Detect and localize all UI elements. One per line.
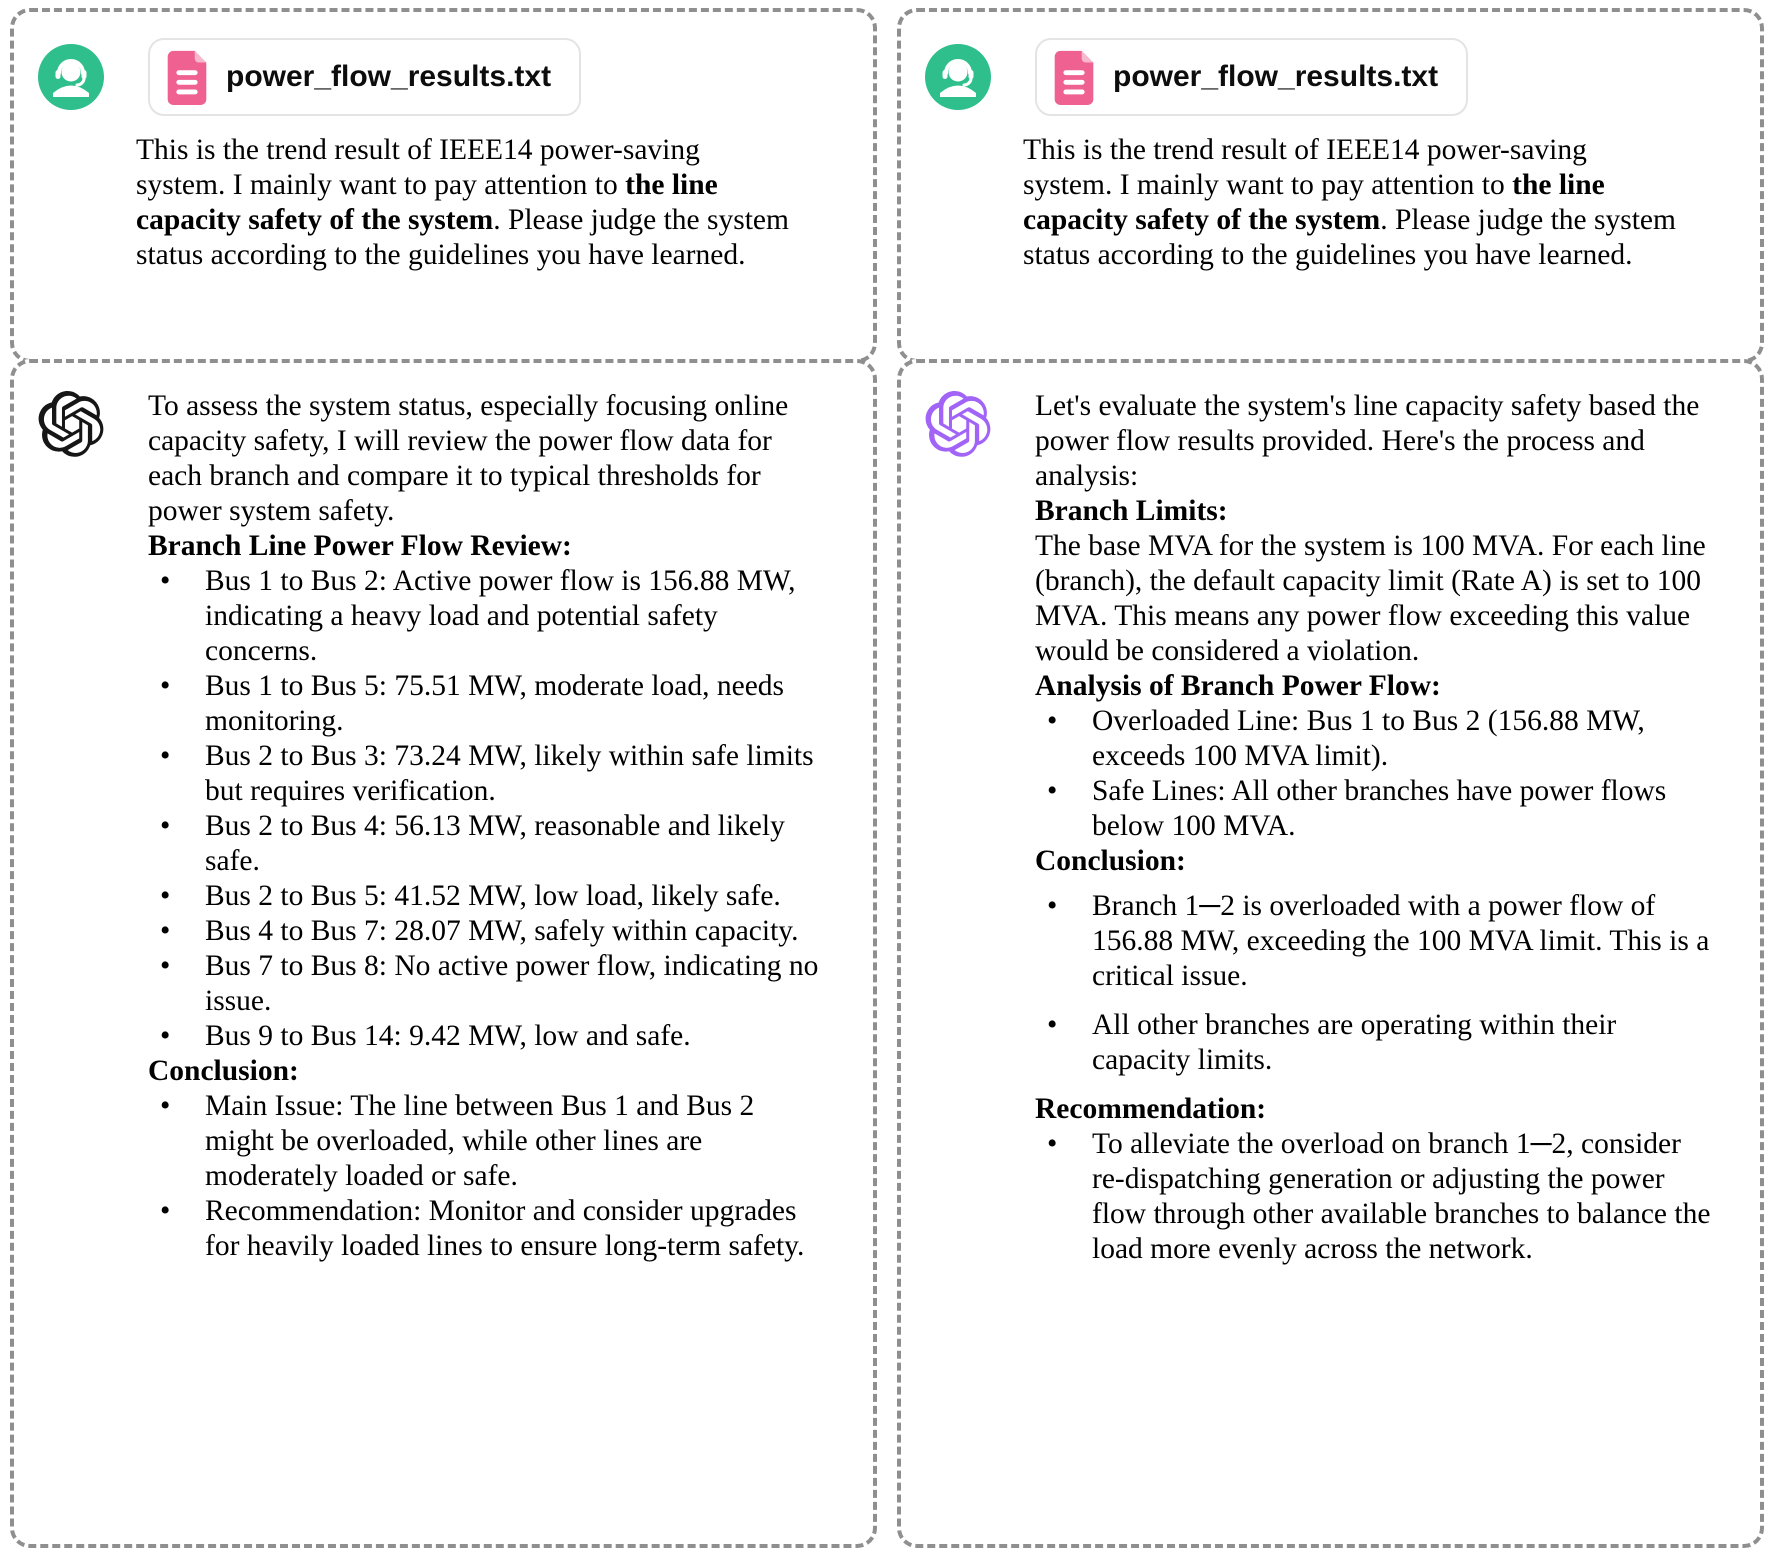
user-message-segment: This is the trend result of IEEE14 power-saving system. I mainly want to pay attention to (1023, 134, 1587, 201)
document-icon (164, 49, 210, 105)
paragraph: The base MVA for the system is 100 MVA. For each line (branch), the default capacity limit (Rate A) is set to 100 MVA. This means any power flow exceeding this value would be considered a violation. (1035, 530, 1706, 667)
bullet-item: • Bus 9 to Bus 14: 9.42 MW, low and safe. (148, 1019, 829, 1054)
user-message-segment: This is the trend result of IEEE14 power-saving system. I mainly want to pay attention to (136, 134, 700, 201)
section-heading: Recommendation: (1035, 1093, 1267, 1125)
bullet-item: • Safe Lines: All other branches have power flows below 100 MVA. (1035, 774, 1716, 844)
openai-logo-icon (38, 391, 104, 457)
assistant-message-body (148, 389, 829, 1264)
bullet-list (1035, 704, 1716, 844)
attachment-chip[interactable] (148, 38, 581, 116)
section-heading: Conclusion: (148, 1055, 299, 1087)
bullet-item: • Bus 2 to Bus 4: 56.13 MW, reasonable and likely safe. (148, 809, 829, 879)
section-heading: Conclusion: (1035, 845, 1186, 877)
panel-right (897, 8, 1764, 1548)
bullet-list (1035, 1127, 1716, 1267)
openai-logo-icon (925, 391, 991, 457)
user-row (38, 38, 829, 116)
user-message-text (1023, 133, 1678, 273)
section-heading: Analysis of Branch Power Flow: (1035, 670, 1441, 702)
assistant-row (38, 389, 829, 1264)
assistant-message-box-right (897, 359, 1764, 1548)
user-row (925, 38, 1716, 116)
bullet-item: • All other branches are operating within their capacity limits. (1035, 1008, 1716, 1078)
user-avatar (38, 44, 104, 110)
attachment-filename: power_flow_results.txt (226, 60, 552, 93)
user-message-bold-segment: the line capacity safety of the system (136, 169, 718, 236)
user-message-box-right (897, 8, 1764, 363)
bullet-list (1035, 889, 1716, 1078)
user-message-bold-segment: the line capacity safety of the system (1023, 169, 1605, 236)
user-message-text (136, 133, 791, 273)
user-message-box-left (10, 8, 877, 363)
user-message-segment: . Please judge the system status according to the guidelines you have learned. (136, 204, 789, 271)
user-message-segment: . Please judge the system status according to the guidelines you have learned. (1023, 204, 1676, 271)
section-heading: Branch Limits: (1035, 495, 1228, 527)
bullet-item: • Bus 2 to Bus 3: 73.24 MW, likely within safe limits but requires verification. (148, 739, 829, 809)
bullet-list (148, 564, 829, 1054)
bullet-item: • Bus 1 to Bus 2: Active power flow is 156.88 MW, indicating a heavy load and potential safety concerns. (148, 564, 829, 669)
bullet-item: • Recommendation: Monitor and consider upgrades for heavily loaded lines to ensure long-term safety. (148, 1194, 829, 1264)
assistant-message-body (1035, 389, 1716, 1267)
user-avatar (925, 44, 991, 110)
bullet-list (148, 1089, 829, 1264)
panel-left (10, 8, 877, 1548)
paragraph: To assess the system status, especially focusing online capacity safety, I will review the power flow data for each branch and compare it to typical thresholds for power system safety. (148, 390, 789, 527)
bullet-item: • Overloaded Line: Bus 1 to Bus 2 (156.88 MW, exceeds 100 MVA limit). (1035, 704, 1716, 774)
attachment-filename: power_flow_results.txt (1113, 60, 1439, 93)
paragraph: Let's evaluate the system's line capacity safety based the power flow results provided. Here's the process and analysis: (1035, 390, 1700, 492)
bullet-item: • Branch 1─2 is overloaded with a power flow of 156.88 MW, exceeding the 100 MVA limit. This is a critical issue. (1035, 889, 1716, 994)
bullet-item: • Bus 2 to Bus 5: 41.52 MW, low load, likely safe. (148, 879, 829, 914)
document-icon (1051, 49, 1097, 105)
bullet-item: • Bus 7 to Bus 8: No active power flow, indicating no issue. (148, 949, 829, 1019)
assistant-row (925, 389, 1716, 1267)
bullet-item: • Bus 1 to Bus 5: 75.51 MW, moderate load, needs monitoring. (148, 669, 829, 739)
attachment-chip[interactable] (1035, 38, 1468, 116)
bullet-item: • To alleviate the overload on branch 1─2, consider re-dispatching generation or adjusting the power flow through other available branches to balance the load more evenly across the network. (1035, 1127, 1716, 1267)
assistant-message-box-left (10, 359, 877, 1548)
bullet-item: • Main Issue: The line between Bus 1 and Bus 2 might be overloaded, while other lines are moderately loaded or safe. (148, 1089, 829, 1194)
bullet-item: • Bus 4 to Bus 7: 28.07 MW, safely within capacity. (148, 914, 829, 949)
section-heading: Branch Line Power Flow Review: (148, 530, 572, 562)
